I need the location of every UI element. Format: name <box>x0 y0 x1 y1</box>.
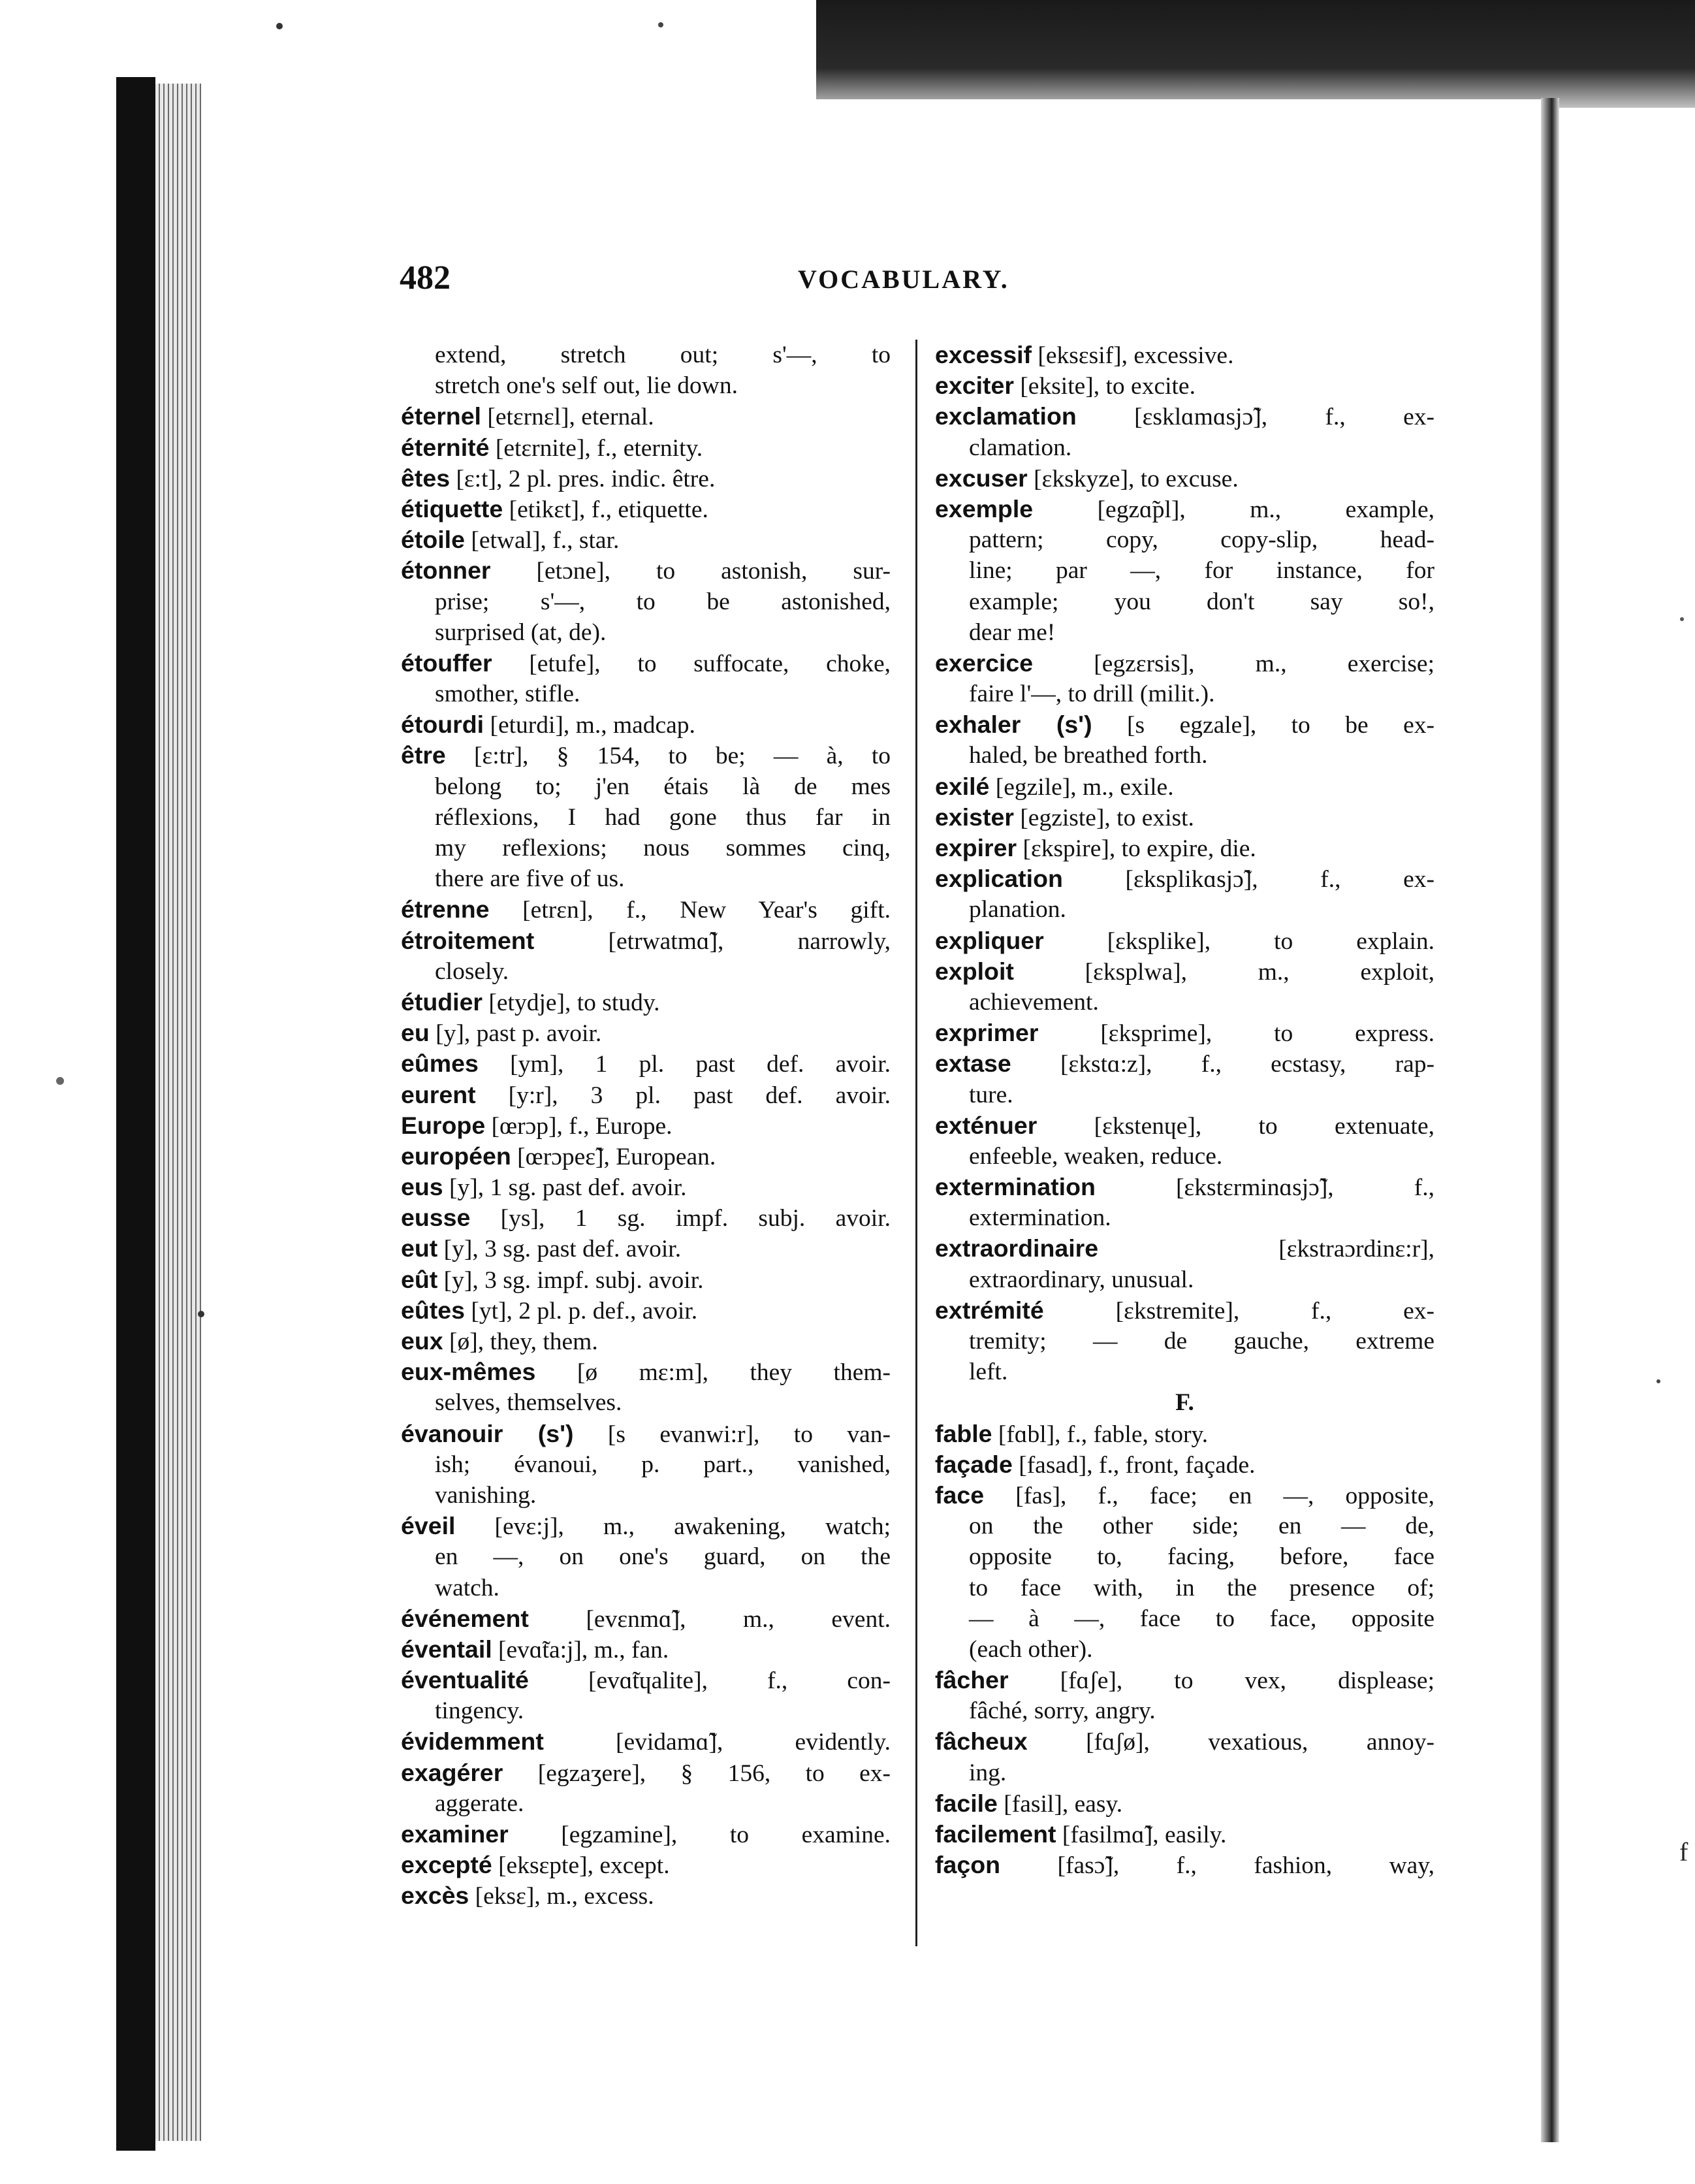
vocabulary-entry-headline <box>401 1419 891 1449</box>
entry-text: [εkstremite], f., ex- <box>1043 1297 1434 1325</box>
entry-text: [ø], they, them. <box>443 1328 598 1355</box>
headword: êtes <box>401 464 451 492</box>
vocabulary-entry-headline <box>401 1233 891 1264</box>
entry-text: [εksplike], to explain. <box>1043 927 1434 955</box>
vocabulary-entry-headline <box>401 463 891 494</box>
entry-text: — à —, face to face, opposite <box>969 1605 1434 1632</box>
entry-text: extraordinary, unusual. <box>969 1266 1194 1293</box>
vocabulary-entry-headline <box>935 925 1434 956</box>
entry-text: [y], past p. avoir. <box>429 1020 602 1048</box>
vocabulary-entry-headline <box>401 1018 891 1048</box>
entry-text: [εkstεrminɑsjɔ̃], f., <box>1095 1174 1434 1202</box>
vocabulary-entry-headline <box>401 1202 891 1233</box>
entry-text: belong to; j'en étais là de mes <box>435 773 891 800</box>
entry-text: left. <box>969 1358 1008 1386</box>
vocabulary-column-right <box>935 340 1434 1880</box>
vocabulary-entry-line <box>935 987 1434 1018</box>
headword: exemple <box>935 494 1034 522</box>
entry-text: fâché, sorry, angry. <box>969 1697 1156 1725</box>
vocabulary-entry-headline <box>935 1110 1434 1141</box>
vocabulary-entry-headline <box>401 1665 891 1695</box>
vocabulary-entry-headline <box>401 648 891 679</box>
entry-text: [etydje], to study. <box>483 989 660 1016</box>
entry-text: [eksεsif], excessive. <box>1032 342 1234 369</box>
headword: excès <box>401 1882 469 1910</box>
vocabulary-entry-line <box>401 1480 891 1511</box>
headword: éternel <box>401 402 481 430</box>
headword: exagérer <box>401 1758 503 1786</box>
vocabulary-entry-headline <box>401 1141 891 1172</box>
vocabulary-entry-headline <box>935 1665 1434 1695</box>
vocabulary-entry-headline <box>935 1295 1434 1326</box>
entry-text: [εkskyze], to excuse. <box>1027 465 1239 492</box>
vocabulary-entry-line <box>935 679 1434 709</box>
vocabulary-entry-line <box>401 370 891 401</box>
facing-page <box>1559 108 1695 2139</box>
entry-text: vanishing. <box>435 1481 537 1509</box>
entry-text: [εksplwa], m., exploit, <box>1013 958 1434 986</box>
entry-text: [etrwatmɑ̃], narrowly, <box>534 927 891 955</box>
entry-text: closely. <box>435 957 509 985</box>
facing-page-fragment: f <box>1679 1837 1688 1867</box>
entry-text: [etεrnite], f., eternity. <box>489 434 703 462</box>
vocabulary-entry-headline <box>401 1110 891 1141</box>
entry-text: [fɑʃe], to vex, displease; <box>1008 1667 1434 1695</box>
headword: événement <box>401 1604 529 1632</box>
vocabulary-column-left <box>401 340 891 1912</box>
headword: exténuer <box>935 1111 1038 1139</box>
vocabulary-entry-headline <box>401 1880 891 1911</box>
entry-text: stretch one's self out, lie down. <box>435 372 738 400</box>
vocabulary-entry-headline <box>401 555 891 586</box>
page-number: 482 <box>400 259 451 297</box>
vocabulary-entry-line <box>935 1357 1434 1387</box>
headword: explication <box>935 865 1063 893</box>
vocabulary-entry-headline <box>935 771 1434 802</box>
entry-text: [egziste], to exist. <box>1013 804 1194 831</box>
vocabulary-entry-headline <box>401 1819 891 1850</box>
vocabulary-entry-headline <box>401 1850 891 1880</box>
running-head: VOCABULARY. <box>798 265 1009 294</box>
entry-text: [evɑ̃tɥalite], f., con- <box>528 1667 891 1695</box>
entry-text: extend, stretch out; s'—, to <box>435 342 891 368</box>
book-gutter <box>1541 98 1559 2142</box>
entry-text: [egzεrsis], m., exercise; <box>1033 650 1434 677</box>
vocabulary-entry-line <box>935 1695 1434 1726</box>
headword: eut <box>401 1234 438 1262</box>
headword: facilement <box>935 1820 1056 1848</box>
headword: eût <box>401 1265 438 1293</box>
entry-text: [egzaʒere], § 156, to ex- <box>503 1759 891 1787</box>
vocabulary-entry-headline <box>935 802 1434 833</box>
headword: fâcheux <box>935 1727 1028 1756</box>
vocabulary-entry-line <box>401 1541 891 1572</box>
headword: exercice <box>935 649 1034 677</box>
entry-text: achievement. <box>969 988 1099 1016</box>
entry-text: ture. <box>969 1081 1013 1108</box>
headword: évidemment <box>401 1727 544 1756</box>
headword: eurent <box>401 1080 476 1108</box>
vocabulary-entry-headline <box>401 987 891 1018</box>
headword: eux-mêmes <box>401 1358 536 1386</box>
entry-text: [etɔne], to astonish, sur- <box>490 558 891 585</box>
headword: européen <box>401 1142 511 1170</box>
entry-text: selves, themselves. <box>435 1389 622 1417</box>
scan-top-border <box>0 0 1695 78</box>
headword: étourdi <box>401 711 484 739</box>
vocabulary-entry-line <box>401 833 891 863</box>
entry-text: [etεrnεl], eternal. <box>481 404 654 431</box>
entry-text: [evidamɑ̃], evidently. <box>543 1729 891 1756</box>
vocabulary-entry-line <box>401 1387 891 1418</box>
headword: étoile <box>401 526 465 554</box>
entry-text: tingency. <box>435 1697 524 1725</box>
entry-text: [ym], 1 pl. past def. avoir. <box>478 1051 891 1078</box>
vocabulary-entry-line <box>935 1080 1434 1110</box>
vocabulary-entry-headline <box>935 1480 1434 1511</box>
entry-text: [εksplikɑsjɔ̃], f., ex- <box>1062 866 1434 893</box>
vocabulary-entry-line <box>401 340 891 370</box>
headword: exprimer <box>935 1019 1039 1047</box>
headword: fable <box>935 1419 992 1447</box>
page-edges <box>155 84 201 2141</box>
vocabulary-entry-headline <box>401 1357 891 1387</box>
entry-text: [εkstɑ:z], f., ecstasy, rap- <box>1011 1051 1434 1078</box>
entry-text: my reflexions; nous sommes cinq, <box>435 835 891 861</box>
headword: eus <box>401 1173 443 1201</box>
vocabulary-entry-headline <box>401 1634 891 1665</box>
entry-text: [evεnmɑ̃], m., event. <box>528 1605 891 1633</box>
vocabulary-entry-line <box>401 1573 891 1603</box>
headword: éternité <box>401 433 490 461</box>
entry-text: [ε:tr], § 154, to be; — à, to <box>445 743 891 770</box>
vocabulary-entry-line <box>401 1449 891 1480</box>
entry-text: watch. <box>435 1574 499 1601</box>
headword: Europe <box>401 1111 486 1139</box>
headword: eusse <box>401 1204 471 1232</box>
vocabulary-entry-line <box>935 555 1434 586</box>
entry-text: [egzɑ̃pl], m., example, <box>1033 496 1434 523</box>
vocabulary-entry-headline <box>401 1048 891 1079</box>
headword: façon <box>935 1851 1001 1879</box>
headword: étouffer <box>401 649 492 677</box>
vocabulary-entry-headline <box>935 1419 1434 1449</box>
vocabulary-entry-line <box>935 586 1434 617</box>
vocabulary-entry-line <box>401 586 891 617</box>
vocabulary-entry-headline <box>401 432 891 463</box>
vocabulary-entry-headline <box>935 494 1434 524</box>
vocabulary-entry-headline <box>935 863 1434 894</box>
entry-text: [evɑ̃ta:j], m., fan. <box>492 1636 669 1663</box>
entry-text: [yt], 2 pl. p. def., avoir. <box>464 1297 698 1325</box>
vocabulary-entry-line <box>401 771 891 802</box>
vocabulary-entry-headline <box>935 833 1434 863</box>
headword: étroitement <box>401 926 535 954</box>
headword: extrémité <box>935 1296 1044 1324</box>
vocabulary-entry-headline <box>935 956 1434 987</box>
entry-text: dear me! <box>969 618 1056 646</box>
vocabulary-entry-line <box>935 1573 1434 1603</box>
entry-text: [s evanwi:r], to van- <box>573 1421 891 1448</box>
vocabulary-entry-headline <box>401 740 891 771</box>
entry-text: on the other side; en — de, <box>969 1513 1434 1540</box>
entry-text: [fas], f., face; en —, opposite, <box>984 1482 1434 1509</box>
headword: fâcher <box>935 1666 1009 1694</box>
headword: étudier <box>401 988 483 1016</box>
vocabulary-entry-line <box>935 894 1434 925</box>
vocabulary-entry-line <box>401 863 891 894</box>
vocabulary-entry-headline <box>935 370 1434 401</box>
entry-text: [fasad], f., front, façade. <box>1012 1451 1256 1479</box>
entry-text: smother, stifle. <box>435 681 580 708</box>
headword: excessif <box>935 341 1032 368</box>
headword: étonner <box>401 556 491 585</box>
entry-text: [y], 1 sg. past def. avoir. <box>443 1174 687 1202</box>
entry-text: opposite to, facing, before, face <box>969 1543 1434 1571</box>
vocabulary-entry-line <box>935 1326 1434 1357</box>
headword: excuser <box>935 464 1028 492</box>
headword: eûtes <box>401 1296 465 1324</box>
entry-text: surprised (at, de). <box>435 618 607 646</box>
vocabulary-entry-headline <box>935 1233 1434 1264</box>
entry-text: [evε:j], m., awakening, watch; <box>455 1513 891 1541</box>
headword: expliquer <box>935 926 1044 954</box>
entry-text: [εkspire], to expire, die. <box>1017 835 1256 862</box>
headword: extraordinaire <box>935 1234 1099 1262</box>
vocabulary-entry-line <box>935 1541 1434 1572</box>
headword: extase <box>935 1050 1011 1078</box>
entry-text: [ε:t], 2 pl. pres. indic. être. <box>450 465 716 492</box>
vocabulary-entry-headline <box>401 1758 891 1788</box>
entry-text: [y:r], 3 pl. past def. avoir. <box>475 1082 891 1109</box>
headword: étiquette <box>401 494 503 522</box>
headword: eux <box>401 1327 443 1355</box>
vocabulary-entry-line <box>401 1695 891 1726</box>
entry-text: [εkstenɥe], to extenuate, <box>1037 1112 1434 1140</box>
entry-text: there are five of us. <box>435 865 625 893</box>
entry-text: [y], 3 sg. past def. avoir. <box>437 1236 682 1263</box>
vocabulary-entry-headline <box>401 1726 891 1757</box>
vocabulary-entry-headline <box>401 524 891 555</box>
vocabulary-entry-headline <box>401 494 891 524</box>
entry-text: [fɑʃø], vexatious, annoy- <box>1027 1729 1434 1756</box>
vocabulary-entry-headline <box>935 1819 1434 1850</box>
headword: exilé <box>935 772 990 800</box>
vocabulary-entry-headline <box>401 1295 891 1326</box>
headword: exploit <box>935 957 1014 985</box>
entry-text: [εsklɑmɑsjɔ̃], f., ex- <box>1076 404 1434 431</box>
entry-text: planation. <box>969 896 1066 923</box>
vocabulary-entry-headline <box>401 401 891 432</box>
entry-text: faire l'—, to drill (milit.). <box>969 681 1215 708</box>
entry-text: [etufe], to suffocate, choke, <box>492 650 891 677</box>
vocabulary-entry-headline <box>935 648 1434 679</box>
book-spine-shadow <box>116 77 155 2151</box>
entry-text: ish; évanoui, p. part., vanished, <box>435 1451 891 1478</box>
vocabulary-entry-headline <box>401 1264 891 1295</box>
entry-text: clamation. <box>969 434 1072 461</box>
vocabulary-entry-headline <box>935 1788 1434 1819</box>
vocabulary-entry-line <box>935 1603 1434 1634</box>
entry-text: [fasɔ̃], f., fashion, way, <box>1000 1852 1434 1880</box>
page-header <box>400 259 1444 304</box>
vocabulary-entry-line <box>935 524 1434 555</box>
vocabulary-entry-headline <box>935 401 1434 432</box>
vocabulary-entry-line <box>935 1264 1434 1295</box>
vocabulary-entry-line <box>935 1511 1434 1541</box>
vocabulary-entry-line <box>935 740 1434 771</box>
entry-text: ing. <box>969 1759 1007 1786</box>
headword: eu <box>401 1019 430 1047</box>
entry-text: [fasilmɑ̃], easily. <box>1056 1822 1227 1848</box>
entry-text: [egzamine], to examine. <box>508 1822 891 1848</box>
entry-text: [fasil], easy. <box>997 1790 1123 1818</box>
vocabulary-entry-headline <box>401 1603 891 1634</box>
entry-text: [eksite], to excite. <box>1013 373 1196 400</box>
entry-text: [y], 3 sg. impf. subj. avoir. <box>437 1266 704 1294</box>
vocabulary-entry-headline <box>935 1850 1434 1880</box>
entry-text: [etrεn], f., New Year's gift. <box>489 897 891 924</box>
vocabulary-entry-headline <box>401 1326 891 1357</box>
entry-text: en —, on one's guard, on the <box>435 1543 891 1571</box>
entry-text: enfeeble, weaken, reduce. <box>969 1142 1223 1170</box>
entry-text: [etwal], f., star. <box>464 527 620 554</box>
vocabulary-entry-headline <box>935 1726 1434 1757</box>
headword: exclamation <box>935 402 1077 430</box>
vocabulary-entry-headline <box>935 1018 1434 1048</box>
entry-text: [s egzale], to be ex- <box>1092 712 1434 739</box>
entry-text: réflexions, I had gone thus far in <box>435 803 891 831</box>
vocabulary-entry-headline <box>935 1048 1434 1079</box>
headword: exciter <box>935 372 1014 400</box>
entry-text: to face with, in the presence of; <box>969 1574 1434 1601</box>
vocabulary-entry-headline <box>935 1449 1434 1480</box>
vocabulary-entry-line <box>935 1202 1434 1233</box>
entry-text: [eturdi], m., madcap. <box>484 712 695 739</box>
entry-text: (each other). <box>969 1635 1093 1663</box>
vocabulary-entry-headline <box>401 925 891 956</box>
entry-text: [œrɔpeε̃], European. <box>511 1143 716 1170</box>
entry-text: haled, be breathed forth. <box>969 742 1208 769</box>
vocabulary-entry-headline <box>401 894 891 925</box>
vocabulary-entry-headline <box>401 709 891 740</box>
headword: évanouir (s') <box>401 1419 574 1447</box>
headword: excepté <box>401 1851 492 1879</box>
entry-text: extermination. <box>969 1204 1111 1232</box>
entry-text: [etikεt], f., etiquette. <box>503 496 708 523</box>
entry-text: [eksε], m., excess. <box>469 1883 654 1910</box>
vocabulary-entry-line <box>935 1141 1434 1172</box>
headword: face <box>935 1481 985 1509</box>
entry-text: pattern; copy, copy-slip, head- <box>969 526 1434 554</box>
headword: éveil <box>401 1512 456 1540</box>
entry-text: [εkstraɔrdinε:r], <box>1098 1236 1434 1263</box>
vocabulary-entry-line <box>401 956 891 987</box>
vocabulary-entry-line <box>935 432 1434 463</box>
vocabulary-entry-line <box>401 617 891 648</box>
vocabulary-entry-line <box>401 1788 891 1819</box>
headword: éventualité <box>401 1666 529 1694</box>
vocabulary-entry-line <box>935 617 1434 648</box>
headword: éventail <box>401 1635 492 1663</box>
vocabulary-entry-headline <box>401 1080 891 1110</box>
headword: exhaler (s') <box>935 711 1092 739</box>
vocabulary-entry-line <box>935 1634 1434 1665</box>
headword: examiner <box>401 1820 509 1848</box>
vocabulary-entry-headline <box>935 340 1434 370</box>
section-letter-heading <box>935 1387 1434 1418</box>
vocabulary-entry-headline <box>935 1172 1434 1202</box>
headword: étrenne <box>401 895 490 923</box>
vocabulary-entry-headline <box>935 709 1434 740</box>
entry-text: [εksprime], to express. <box>1038 1020 1434 1048</box>
headword: façade <box>935 1450 1013 1478</box>
headword: facile <box>935 1789 998 1817</box>
vocabulary-entry-headline <box>401 1511 891 1541</box>
vocabulary-entry-headline <box>401 1172 891 1202</box>
headword: expirer <box>935 834 1017 861</box>
entry-text: line; par —, for instance, for <box>969 557 1434 585</box>
headword: extermination <box>935 1173 1096 1201</box>
entry-text: aggerate. <box>435 1790 524 1817</box>
entry-text: [œrɔp], f., Europe. <box>485 1112 673 1140</box>
entry-text: prise; s'—, to be astonished, <box>435 588 891 615</box>
vocabulary-entry-line <box>401 679 891 709</box>
entry-text: F. <box>1175 1389 1194 1417</box>
vocabulary-entry-line <box>935 1758 1434 1788</box>
entry-text: [egzile], m., exile. <box>989 773 1174 801</box>
entry-text: [eksεpte], except. <box>492 1852 670 1880</box>
entry-text: [fɑbl], f., fable, story. <box>992 1421 1209 1448</box>
headword: eûmes <box>401 1050 479 1078</box>
headword: être <box>401 741 446 769</box>
headword: exister <box>935 803 1014 831</box>
vocabulary-entry-line <box>401 802 891 833</box>
column-divider <box>915 340 917 1946</box>
entry-text: [ys], 1 sg. impf. subj. avoir. <box>470 1205 891 1232</box>
entry-text: [ø mε:m], they them- <box>535 1359 891 1387</box>
entry-text: example; you don't say so!, <box>969 588 1434 615</box>
vocabulary-entry-headline <box>935 463 1434 494</box>
entry-text: tremity; — de gauche, extreme <box>969 1328 1434 1355</box>
